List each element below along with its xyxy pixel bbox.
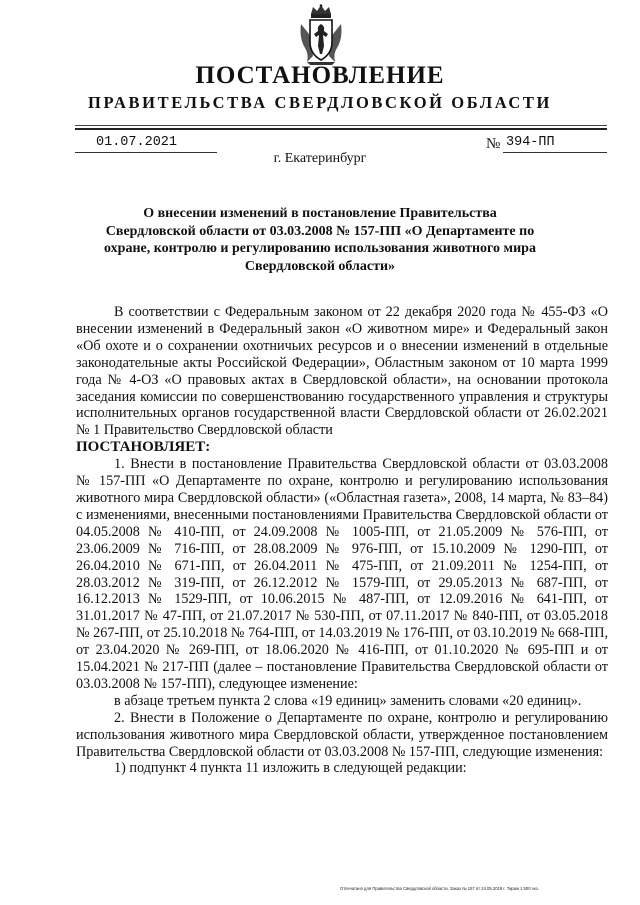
document-number: 394-ПП	[506, 135, 555, 150]
document-date: 01.07.2021	[96, 135, 178, 150]
item-1-paragraph: 1. Внести в постановление Правительства Свердловской области от 03.03.2008 № 157-ПП «О Департаменте по охране, контролю и регулированию использования животного мира Свердловской области» («Областная газета», 2008, 14 марта, № 83–84) с изменениями, внесенными постановлениями Правительства Свердловской области от 04.05.2008 № 410-ПП, от 24.09.2008 № 1005-ПП, от 21.05.2009 № 576-ПП, от 23.06.2009 № 716-ПП, от 28.08.2009 № 976-ПП, от 15.10.2009 № 1290-ПП, от 26.04.2010 № 671-ПП, от 26.04.2011 № 475-ПП, от 21.09.2011 № 1254-ПП, от 28.03.2012 № 319-ПП, от 26.12.2012 № 1579-ПП, от 29.05.2013 № 687-ПП, от 16.12.2013 № 1529-ПП, от 10.06.2015 № 487-ПП, от 12.09.2016 № 641-ПП, от 31.01.2017 № 47-ПП, от 21.07.2017 № 530-ПП, от 07.11.2017 № 840-ПП, от 03.05.2018 № 267-ПП, от 25.10.2018 № 764-ПП, от 14.03.2019 № 176-ПП, от 03.10.2019 № 668-ПП, от 23.04.2020 № 269-ПП, от 18.06.2020 № 416-ПП, от 01.10.2020 № 695-ПП и от 15.04.2021 № 217-ПП (далее – постановление Правительства Свердловской области от 03.03.2008 № 157-ПП), следующее изменение:	[76, 456, 608, 692]
item-2-subparagraph-1: 1) подпункт 4 пункта 11 изложить в следующей редакции:	[114, 760, 467, 777]
document-type-title: ПОСТАНОВЛЕНИЕ	[195, 62, 445, 89]
number-sign: №	[486, 136, 501, 152]
header-divider-thin	[75, 125, 607, 126]
preamble-paragraph: В соответствии с Федеральным законом от 22 декабря 2020 года № 455-ФЗ «О внесении изменений в Федеральный закон «О животном мире» и Федеральный закон «Об охоте и о сохранении охотничьих ресурсов и о внесении изменений в отдельные законодательные акты Российской Федерации», Областным законом от 10 марта 1999 года № 4-ОЗ «О правовых актах в Свердловской области», на основании протокола заседания комиссии по совершенствованию государственного управления и структуры исполнительных органов государственной власти Свердловской области от 26.02.2021 № 1 Правительство Свердловской области	[76, 304, 608, 439]
document-body	[76, 304, 608, 777]
print-footer: Отпечатано для Правительства Свердловской области. Заказ № 157 от 24.05.2018 г. Тираж 1 500 экз.	[340, 886, 539, 891]
document-heading: О внесении изменений в постановление Правительства Свердловской области от 03.03.2008 № 157-ПП «О Департаменте по охране, контролю и регулированию использования животного мира Свердловской области»	[104, 206, 536, 274]
issuer-subtitle: ПРАВИТЕЛЬСТВА СВЕРДЛОВСКОЙ ОБЛАСТИ	[88, 93, 552, 112]
city-name: г. Екатеринбург	[273, 151, 367, 166]
decree-word: ПОСТАНОВЛЯЕТ:	[76, 439, 211, 456]
item-1-subparagraph: в абзаце третьем пункта 2 слова «19 единиц» заменить словами «20 единиц».	[114, 692, 582, 709]
item-2-paragraph: 2. Внести в Положение о Департаменте по охране, контролю и регулированию использования животного мира Свердловской области, утвержденное постановлением Правительства Свердловской области от 03.03.2008 № 157-ПП, следующие изменения:	[76, 709, 608, 760]
header-divider-thick	[75, 128, 607, 130]
coat-of-arms-emblem	[299, 4, 343, 66]
